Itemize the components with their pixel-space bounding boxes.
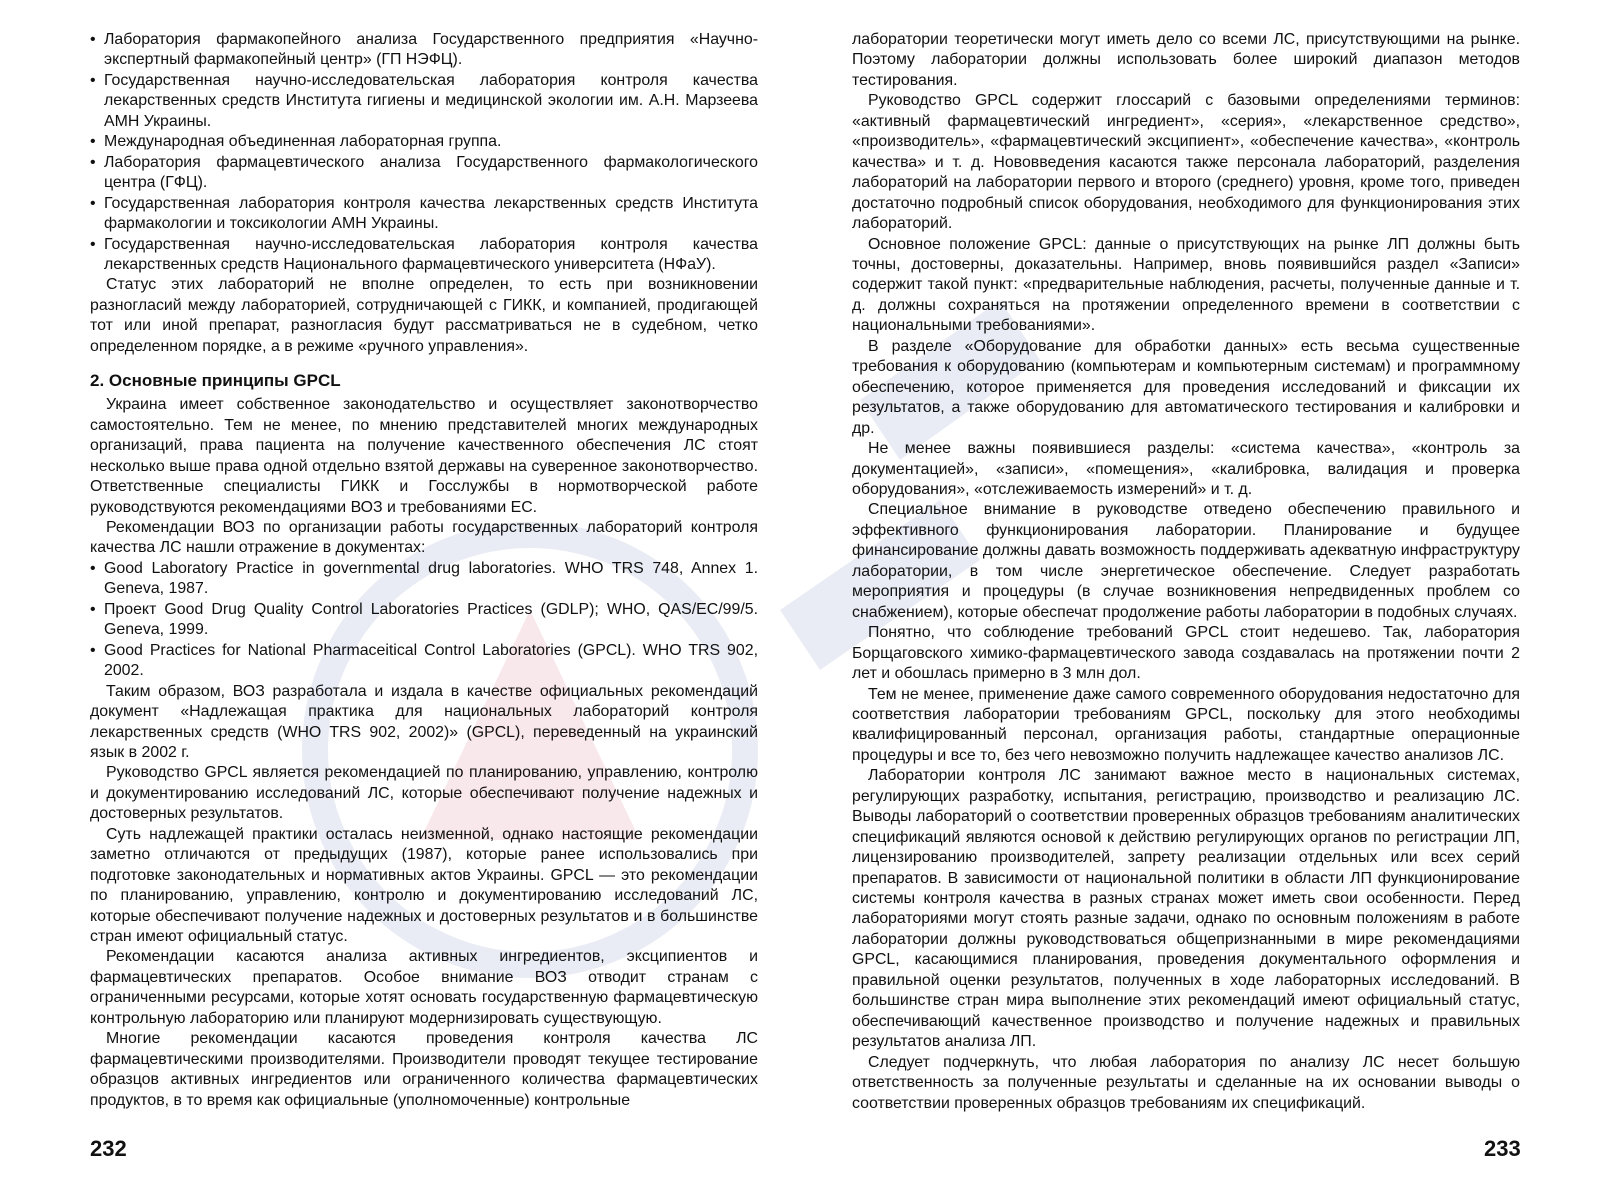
paragraph: Украина имеет собственное законодательство и осуществляет законотворчество самостоятельно. Тем не менее, по мнению представителей многих международных организаций, права пациента на получение качественного обеспечения ЛС стоят несколько выше права одной отдельно взятой державы на суверенное законотворчество. Ответственные специалисты ГИКК и Госслужбы в нормотворческой работе руководствуются рекомендациями ВОЗ и требованиями ЕС. [90, 396, 758, 516]
list-item: • Международная объединенная лабораторная группа. [104, 132, 758, 152]
list-item: • Лаборатория фармакопейного анализа Государственного предприятия «Научно-экспертный фармакопейный центр» (ГП НЭФЦ). [104, 30, 758, 71]
paragraph: лаборатории теоретически могут иметь дело со всеми ЛС, присутствующими на рынке. Поэтому лаборатории должны использовать более широкий диапазон методов тестирования. [852, 31, 1520, 89]
paragraph: Специальное внимание в руководстве отведено обеспечению правильного и эффективного функционирования лаборатории. Планирование и будущее финансирование должны давать возможность поддерживать адекватную инфраструктуру лаборатории, в том числе энергетическое обеспечение. Следует разработать мероприятия и процедуры (в случае возникновения непредвиденных проблем со снабжением), которые обеспечат продолжение работы лаборатории в подобных случаях. [852, 501, 1520, 621]
paragraph: Руководство GPCL содержит глоссарий с базовыми определениями терминов: «активный фармацевтический ингредиент», «серия», «лекарственное средство», «производитель», «фармацевтический эксципиент», «обеспечение качества», «контроль качества» и т. д. Нововведения касаются также персонала лабораторий, разделения лабораторий на лаборатории первого и второго (среднего) уровня, кроме того, приведен достаточно подробный список оборудования, необходимого для функционирования этих лабораторий. [852, 92, 1520, 233]
paragraph: Таким образом, ВОЗ разработала и издала в качестве официальных рекомендаций документ «Надлежащая практика для национальных лабораторий контроля лекарственных средств (WHO TRS 902, 2002)» (GPCL), переведенный на украинский язык в 2002 г. [90, 682, 758, 761]
paragraph: Следует подчеркнуть, что любая лаборатория по анализу ЛС несет большую ответственность за полученные результаты и сделанные на их основании выводы о соответствии проверенных образцов требованиям их спецификаций. [852, 1053, 1520, 1112]
list-item: • Good Practices for National Pharmaceitical Control Laboratories (GPCL). WHO TRS 902, 2002. [104, 641, 758, 682]
page-number-left: 232 [90, 1136, 127, 1161]
document-list [90, 559, 758, 682]
paragraph: Понятно, что соблюдение требований GPCL стоит недешево. Так, лаборатория Борщаговского химико-фармацевтического завода создавалась на протяжении почти 2 лет и обошлась примерно в 3 млн дол. [852, 624, 1520, 683]
paragraph: Лаборатории контроля ЛС занимают важное место в национальных системах, регулирующих разработку, испытания, регистрацию, производство и реализацию ЛС. Выводы лабораторий о соответствии проверенных образцов требованиям аналитических спецификаций являются основой к действию регулирующих органов по регистрации ЛП, лицензированию производителей, запрету реализации отдельных или всех серий препаратов. В зависимости от национальной политики в области ЛП функционирование системы контроля качества в разных странах может иметь свои особенности. Перед лабораториями могут стоять разные задачи, однако по основным положениям в работе лаборатории должны руководствоваться общепризнанными в мире рекомендациями GPCL, касающимися планирования, проведения документального оформления и правильной оценки результатов, полученных в ходе лабораторных исследований. В большинстве стран мира выполнение этих рекомендаций имеют официальный статус, обеспечивающий качественное производство и получение надежных и правильных результатов анализа ЛП. [852, 767, 1520, 1051]
paragraph: Рекомендации ВОЗ по организации работы государственных лабораторий контроля качества ЛС нашли отражение в документах: [90, 518, 758, 557]
list-item: • Государственная научно-исследовательская лаборатория контроля качества лекарственных средств Национального фармацевтического университета (НФаУ). [104, 235, 758, 276]
left-page [90, 30, 758, 1190]
list-item: • Государственная научно-исследовательская лаборатория контроля качества лекарственных средств Института гигиены и медицинской экологии им. А.Н. Марзеева АМН Украины. [104, 71, 758, 132]
right-page [852, 30, 1520, 1190]
paragraph: В разделе «Оборудование для обработки данных» есть весьма существенные требования к оборудованию (компьютерам и компьютерным системам) и программному обеспечению, которое применяется для проведения исследований и фиксации их результатов, а также оборудованию для автоматического тестирования и калибровки и др. [852, 337, 1520, 437]
list-item: • Лаборатория фармацевтического анализа Государственного фармакологического центра (ГФЦ). [104, 153, 758, 194]
paragraph: Статус этих лабораторий не вполне определен, то есть при возникновении разногласий между лабораторией, сотрудничающей с ГИКК, и компанией, продигающей тот или иной препарат, разногласия будут рассматриваться не в судебном, четко определенном порядке, а в режиме «ручного управления». [90, 276, 758, 355]
paragraph: Основное положение GPCL: данные о присутствующих на рынке ЛП должны быть точны, достоверны, доказательны. Например, вновь появившийся раздел «Записи» содержит такой пункт: «предварительные наблюдения, расчеты, полученные данные и т. д. должны сохраняться на протяжении определенного времени в соответствии с национальными требованиями». [852, 235, 1520, 335]
list-item: • Good Laboratory Practice in governmental drug laboratories. WHO TRS 748, Annex 1. Geneva, 1987. [104, 559, 758, 600]
paragraph: Рекомендации касаются анализа активных ингредиентов, эксципиентов и фармацевтических препаратов. Особое внимание ВОЗ отводит странам с ограниченными ресурсами, которые хотят основать государственную фармацевтическую контрольную лабораторию или планируют модернизировать существующую. [90, 948, 758, 1027]
list-item: • Проект Good Drug Quality Control Laboratories Practices (GDLP); WHO, QAS/EC/99/5. Geneva, 1999. [104, 600, 758, 641]
page-number-right: 233 [1484, 1136, 1521, 1161]
paragraph: Руководство GPCL является рекомендацией по планированию, управлению, контролю и документированию исследований ЛС, которые обеспечивают получение надежных и достоверных результатов. [90, 764, 758, 823]
paragraph: Не менее важны появившиеся разделы: «система качества», «контроль за документацией», «записи», «помещения», «калибровка, валидация и проверка оборудования», «отслеживаемость измерений» и т. д. [852, 440, 1520, 498]
paragraph: Многие рекомендации касаются проведения контроля качества ЛС фармацевтическими производителями. Производители проводят текущее тестирование образцов активных ингредиентов или ограниченного количества фармацевтических продуктов, в то время как официальные (уполномоченные) контрольные [90, 1030, 758, 1109]
list-item: • Государственная лаборатория контроля качества лекарственных средств Института фармакологии и токсикологии АМН Украины. [104, 194, 758, 235]
section-title: 2. Основные принципы GPCL [90, 371, 341, 391]
lab-list [90, 30, 758, 275]
paragraph: Суть надлежащей практики осталась неизменной, однако настоящие рекомендации заметно отличаются от предыдущих (1987), которые ранее использовались при подготовке законодательных и нормативных актов Украины. GPCL — это рекомендации по планированию, управлению, контролю и документированию исследований ЛС, которые обеспечивают получение надежных и достоверных результатов и в большинстве стран имеют официальный статус. [90, 825, 758, 946]
paragraph: Тем не менее, применение даже самого современного оборудования недостаточно для соответствия лаборатории требованиям GPCL, поскольку для этого необходимы квалифицированный персонал, организация работы, стандартные операционные процедуры и все то, без чего невозможно получить надлежащее качество анализов ЛС. [852, 685, 1520, 764]
